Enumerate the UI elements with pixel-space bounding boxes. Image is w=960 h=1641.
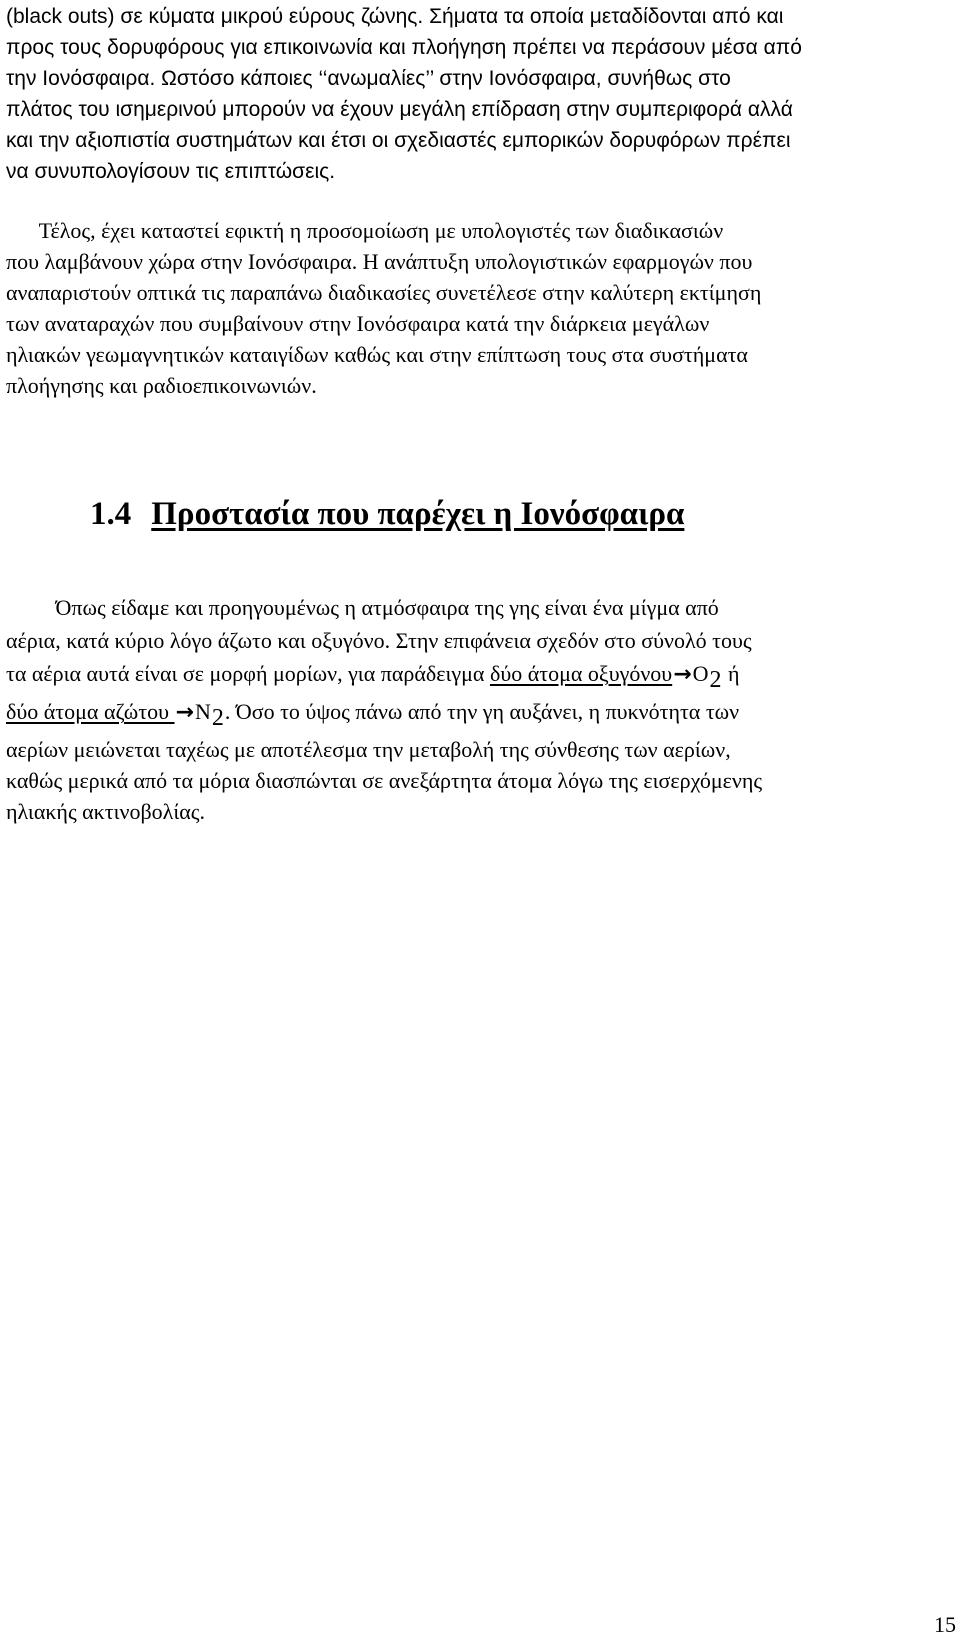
oxygen-atoms-text: δύο άτομα οξυγόνου	[489, 661, 673, 686]
nitrogen-formula: N	[194, 699, 211, 724]
text-line: ηλιακών γεωμαγνητικών καταιγίδων καθώς και στην επίπτωση τους στα συστήματα	[6, 342, 748, 367]
nitrogen-subscript: 2	[211, 705, 224, 731]
text-line: πλοήγησης και ραδιοεπικοινωνιών.	[6, 373, 317, 398]
text-line: που λαμβάνουν χώρα στην Ιονόσφαιρα. Η ανάπτυξη υπολογιστικών εφαρμογών που	[6, 249, 753, 274]
text-line: ηλιακής ακτινοβολίας.	[6, 799, 205, 824]
nitrogen-atoms-text: δύο άτομα αζώτου	[6, 699, 175, 724]
page-number: 15	[934, 1612, 956, 1637]
text-line: αέρια, κατά κύριο λόγο άζωτο και οξυγόνο. Στην επιφάνεια σχεδόν στο σύνολό τους	[6, 628, 752, 653]
text-segment: ή	[722, 661, 740, 686]
text-line: την Ιονόσφαιρα. Ωστόσο κάποιες ‘‘ανωμαλίες’’ στην Ιονόσφαιρα, συνήθως στο	[6, 67, 731, 90]
text-segment: τα αέρια αυτά είναι σε μορφή μορίων, για παράδειγμα	[6, 661, 490, 686]
right-arrow-icon: →	[175, 700, 194, 725]
section-number: 1.4	[90, 496, 132, 532]
text-line: να συνυπολογίσουν τις επιπτώσεις.	[6, 160, 336, 183]
text-line: και την αξιοπιστία συστημάτων και έτσι οι σχεδιαστές εμπορικών δορυφόρων πρέπει	[6, 129, 791, 152]
text-line-with-oxygen	[6, 659, 740, 693]
right-arrow-icon: →	[673, 662, 692, 687]
section-heading	[90, 494, 684, 534]
text-line-with-nitrogen	[6, 697, 740, 731]
text-line: καθώς μερικά από τα μόρια διασπώνται σε ανεξάρτητα άτομα λόγω της εισερχόμενης	[6, 768, 763, 793]
text-line: προς τους δορυφόρους για επικοινωνία και πλοήγηση πρέπει να περάσουν μέσα από	[6, 36, 802, 59]
section-title: Προστασία που παρέχει η Ιονόσφαιρα	[151, 496, 685, 532]
text-line: Όπως είδαμε και προηγουμένως η ατμόσφαιρα της γης είναι ένα μίγμα από	[6, 595, 719, 620]
text-line: των αναταραχών που συμβαίνουν στην Ιονόσφαιρα κατά την διάρκεια μεγάλων	[6, 311, 710, 336]
oxygen-formula: O	[692, 661, 709, 686]
text-line: Τέλος, έχει καταστεί εφικτή η προσομοίωση με υπολογιστές των διαδικασιών	[6, 218, 724, 243]
text-line: αερίων μειώνεται ταχέως με αποτέλεσμα την μεταβολή της σύνθεσης των αερίων,	[6, 737, 731, 762]
oxygen-subscript: 2	[709, 667, 722, 693]
text-line: πλάτος του ισημερινού μπορούν να έχουν μεγάλη επίδραση στην συμπεριφορά αλλά	[6, 98, 793, 121]
text-line: (black outs) σε κύματα μικρού εύρους ζώνης. Σήματα τα οποία μεταδίδονται από και	[6, 5, 784, 28]
text-line: αναπαριστούν οπτικά τις παραπάνω διαδικασίες συνετέλεσε στην καλύτερη εκτίμηση	[6, 280, 762, 305]
text-segment: . Όσο το ύψος πάνω από την γη αυξάνει, η πυκνότητα των	[224, 699, 740, 724]
